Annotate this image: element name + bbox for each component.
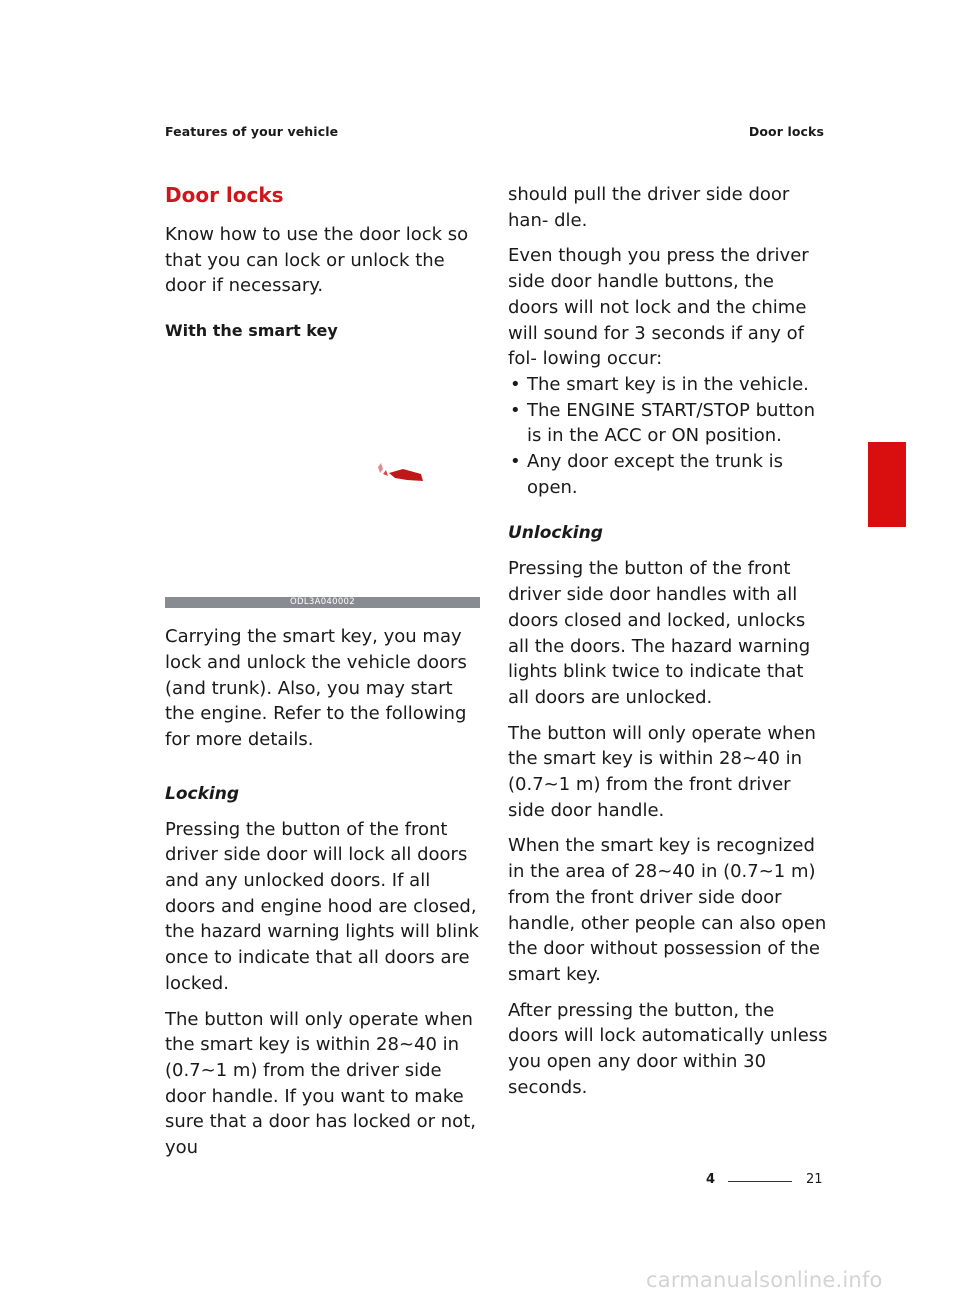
chapter-tab-number: 4 (881, 507, 893, 526)
unlock-paragraph-2: The button will only operate when the smart key is within 28~40 in (0.7~1 m) from the front driver side door handle. (508, 722, 816, 821)
even-paragraph: Even though you press the driver side door handle buttons, the doors will not lock and the chime will sound for 3 seconds if any of fol- lowing occur: (508, 245, 809, 370)
header-topic: Door locks (748, 124, 824, 139)
locking-heading: Locking (165, 783, 239, 804)
unlock-paragraph-1: Pressing the button of the front driver side door handles with all doors closed and locked, unlocks all the doors. The hazard warning lights blink twice to indicate that all doors are unlocked. (508, 558, 811, 708)
door-handle-illustration (165, 353, 480, 597)
header-section: Features of your vehicle (165, 124, 339, 139)
section-title: Door locks (165, 183, 284, 207)
list-item: • Any door except the trunk is open. (508, 449, 828, 500)
smart-key-subheading: With the smart key (165, 321, 338, 341)
right-column (508, 182, 828, 1111)
list-item: • The smart key is in the vehicle. (508, 372, 828, 398)
list-item: • The ENGINE START/STOP button is in the ACC or ON position. (508, 398, 828, 449)
unlock-paragraph-3: When the smart key is recognized in the area of 28~40 in (0.7~1 m) from the front driver side door handle, other people can also open the door without possession of the smart key. (508, 835, 827, 985)
watermark-text: carmanualsonline.info (646, 1268, 883, 1292)
unlocking-heading: Unlocking (508, 523, 603, 544)
hand-pointer-icon (378, 463, 423, 481)
footer-chapter: 4 (706, 1172, 716, 1187)
conditions-list (508, 372, 828, 501)
locking-paragraph-1: Pressing the button of the front driver side door will lock all doors and any unlocked doors. If all doors and engine hood are closed, the hazard warning lights will blink once to indicate that all doors are locked. (165, 818, 479, 994)
intro-paragraph: Know how to use the door lock so that you can lock or unlock the door if necessary. (165, 224, 469, 297)
footer-page-number: 21 (806, 1172, 823, 1187)
carry-paragraph: Carrying the smart key, you may lock and unlock the vehicle doors (and trunk). Also, you may start the engine. Refer to the following for more details. (165, 626, 467, 750)
unlock-paragraph-4: After pressing the button, the doors will lock automatically unless you open any door within 30 seconds. (508, 999, 828, 1098)
left-column (165, 182, 483, 1171)
footer-divider (728, 1181, 792, 1182)
figure-code-bar: ODL3A040002 (165, 597, 480, 608)
continuation-paragraph: should pull the driver side door han- dle. (508, 184, 790, 231)
locking-paragraph-2: The button will only operate when the smart key is within 28~40 in (0.7~1 m) from the driver side door handle. If you want to make sure that a door has locked or not, you (165, 1008, 476, 1159)
smart-key-figure (165, 353, 480, 608)
